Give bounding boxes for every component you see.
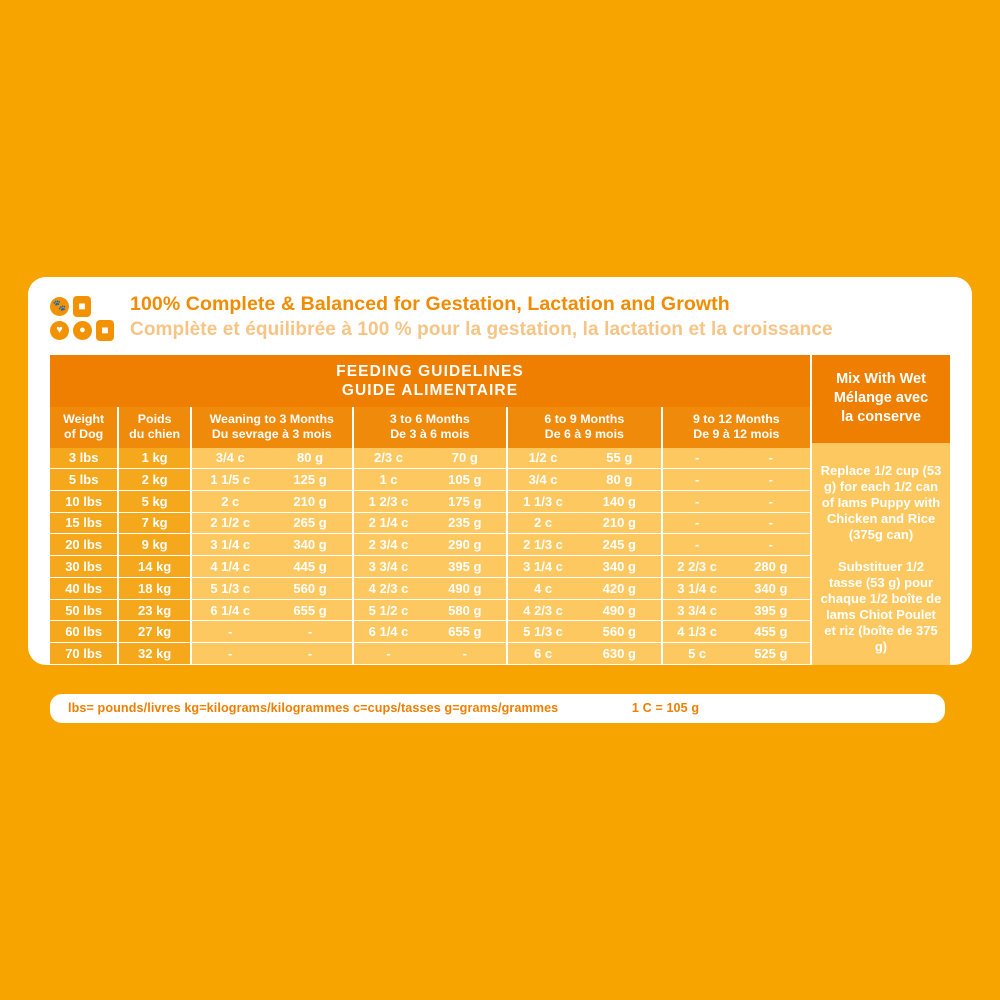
cell-cups-3to6: 1 2/3 c bbox=[353, 490, 424, 512]
cell-cups-weaning: 6 1/4 c bbox=[191, 599, 268, 621]
cell-cups-6to9: 3/4 c bbox=[507, 469, 578, 491]
cell-weight-kg: 5 kg bbox=[118, 490, 191, 512]
cell-cups-9to12: 5 c bbox=[662, 643, 732, 665]
cell-cups-3to6: 3 3/4 c bbox=[353, 556, 424, 578]
cell-cups-6to9: 5 1/3 c bbox=[507, 621, 578, 643]
cell-cups-weaning: 4 1/4 c bbox=[191, 556, 268, 578]
cell-weight-kg: 32 kg bbox=[118, 643, 191, 665]
cell-grams-9to12: 280 g bbox=[732, 556, 810, 578]
cell-weight-lbs: 10 lbs bbox=[50, 490, 118, 512]
table-title-en: FEEDING GUIDELINES bbox=[336, 362, 524, 380]
header-age-3 bbox=[507, 407, 662, 448]
cell-weight-kg: 14 kg bbox=[118, 556, 191, 578]
paw-icon: 🐾 bbox=[50, 297, 69, 316]
table-title-row bbox=[50, 355, 810, 407]
cell-grams-weaning: 210 g bbox=[268, 490, 352, 512]
cell-cups-9to12: 4 1/3 c bbox=[662, 621, 732, 643]
cell-grams-6to9: 420 g bbox=[578, 577, 662, 599]
cell-cups-9to12: 3 1/4 c bbox=[662, 577, 732, 599]
cell-cups-3to6: 2 3/4 c bbox=[353, 534, 424, 556]
cell-weight-lbs: 30 lbs bbox=[50, 556, 118, 578]
cell-grams-3to6: 290 g bbox=[423, 534, 507, 556]
cell-cups-6to9: 4 c bbox=[507, 577, 578, 599]
cell-grams-9to12: 340 g bbox=[732, 577, 810, 599]
cell-grams-weaning: 560 g bbox=[268, 577, 352, 599]
cell-cups-weaning: 2 c bbox=[191, 490, 268, 512]
cell-grams-3to6: 655 g bbox=[423, 621, 507, 643]
cell-cups-weaning: 3 1/4 c bbox=[191, 534, 268, 556]
cell-grams-6to9: 560 g bbox=[578, 621, 662, 643]
footnote-cup-equivalent: 1 C = 105 g bbox=[631, 701, 700, 715]
table-row bbox=[50, 577, 810, 599]
cell-cups-3to6: 2/3 c bbox=[353, 448, 424, 469]
cell-cups-6to9: 1 1/3 c bbox=[507, 490, 578, 512]
icon-row-bottom bbox=[50, 320, 124, 341]
cell-cups-9to12: 3 3/4 c bbox=[662, 599, 732, 621]
cell-cups-9to12: - bbox=[662, 534, 732, 556]
cell-cups-6to9: 6 c bbox=[507, 643, 578, 665]
cell-grams-6to9: 630 g bbox=[578, 643, 662, 665]
table-area bbox=[28, 355, 972, 665]
cell-weight-lbs: 50 lbs bbox=[50, 599, 118, 621]
cell-weight-kg: 9 kg bbox=[118, 534, 191, 556]
cell-weight-kg: 23 kg bbox=[118, 599, 191, 621]
cell-cups-6to9: 4 2/3 c bbox=[507, 599, 578, 621]
cell-weight-kg: 2 kg bbox=[118, 469, 191, 491]
cell-grams-3to6: 395 g bbox=[423, 556, 507, 578]
bowl-icon: ■ bbox=[73, 296, 91, 317]
cell-grams-weaning: 655 g bbox=[268, 599, 352, 621]
cell-grams-3to6: - bbox=[423, 643, 507, 665]
cell-weight-lbs: 70 lbs bbox=[50, 643, 118, 665]
header-title-en: 100% Complete & Balanced for Gestation, Lactation and Growth bbox=[130, 293, 730, 315]
header-age-2-en: 3 to 6 Months bbox=[389, 412, 470, 427]
mix-body-en: Replace 1/2 cup (53 g) for each 1/2 can of Iams Puppy with Chicken and Rice (375g can) bbox=[820, 463, 942, 542]
cell-cups-weaning: - bbox=[191, 621, 268, 643]
feeding-table bbox=[50, 355, 810, 665]
cell-cups-9to12: - bbox=[662, 512, 732, 534]
header-weight-en-l1: Weight bbox=[63, 412, 105, 427]
cell-cups-weaning: 3/4 c bbox=[191, 448, 268, 469]
cell-cups-3to6: 5 1/2 c bbox=[353, 599, 424, 621]
header-weight-fr bbox=[118, 407, 191, 448]
cell-grams-9to12: - bbox=[732, 469, 810, 491]
cell-cups-3to6: 6 1/4 c bbox=[353, 621, 424, 643]
cell-weight-lbs: 40 lbs bbox=[50, 577, 118, 599]
cell-grams-weaning: 265 g bbox=[268, 512, 352, 534]
table-row bbox=[50, 448, 810, 469]
cell-grams-weaning: - bbox=[268, 643, 352, 665]
cell-grams-9to12: 455 g bbox=[732, 621, 810, 643]
cell-grams-6to9: 55 g bbox=[578, 448, 662, 469]
cell-cups-6to9: 2 c bbox=[507, 512, 578, 534]
cell-cups-3to6: - bbox=[353, 643, 424, 665]
table-row bbox=[50, 512, 810, 534]
cell-grams-9to12: - bbox=[732, 490, 810, 512]
mix-title-l3: la conserve bbox=[841, 409, 921, 425]
table-row bbox=[50, 490, 810, 512]
cell-cups-3to6: 1 c bbox=[353, 469, 424, 491]
heart-icon: ♥ bbox=[50, 321, 69, 340]
cell-grams-9to12: - bbox=[732, 512, 810, 534]
mix-body bbox=[812, 443, 950, 665]
mix-title-l2: Mélange avec bbox=[833, 390, 929, 406]
cell-weight-lbs: 15 lbs bbox=[50, 512, 118, 534]
cell-cups-6to9: 1/2 c bbox=[507, 448, 578, 469]
cell-weight-lbs: 20 lbs bbox=[50, 534, 118, 556]
icon-row-top bbox=[50, 296, 124, 317]
cell-weight-kg: 7 kg bbox=[118, 512, 191, 534]
cell-cups-9to12: - bbox=[662, 448, 732, 469]
footnote-legend: lbs= pounds/livres kg=kilograms/kilogrammes c=cups/tasses g=grams/grammes bbox=[68, 701, 559, 715]
header-weight-en bbox=[50, 407, 118, 448]
cell-grams-3to6: 70 g bbox=[423, 448, 507, 469]
cell-grams-6to9: 245 g bbox=[578, 534, 662, 556]
header-age-4-fr: De 9 à 12 mois bbox=[693, 427, 780, 442]
cell-weight-kg: 18 kg bbox=[118, 577, 191, 599]
panel-header bbox=[28, 277, 972, 355]
header-age-1 bbox=[191, 407, 353, 448]
cell-grams-6to9: 340 g bbox=[578, 556, 662, 578]
header-age-2-fr: De 3 à 6 mois bbox=[390, 427, 470, 442]
cell-grams-weaning: 340 g bbox=[268, 534, 352, 556]
cell-weight-lbs: 60 lbs bbox=[50, 621, 118, 643]
cell-cups-9to12: - bbox=[662, 469, 732, 491]
cell-cups-weaning: - bbox=[191, 643, 268, 665]
bone-icon: ● bbox=[73, 321, 92, 340]
cell-grams-6to9: 490 g bbox=[578, 599, 662, 621]
header-age-3-en: 6 to 9 Months bbox=[544, 412, 625, 427]
cell-grams-weaning: 80 g bbox=[268, 448, 352, 469]
header-text-group bbox=[124, 291, 972, 343]
table-title-fr: GUIDE ALIMENTAIRE bbox=[341, 381, 519, 399]
feeding-guidelines-panel bbox=[28, 277, 972, 665]
table-row bbox=[50, 621, 810, 643]
cell-weight-lbs: 5 lbs bbox=[50, 469, 118, 491]
cell-cups-weaning: 1 1/5 c bbox=[191, 469, 268, 491]
cell-cups-weaning: 2 1/2 c bbox=[191, 512, 268, 534]
cell-grams-3to6: 580 g bbox=[423, 599, 507, 621]
table-body bbox=[50, 448, 810, 665]
table-title-cell bbox=[50, 355, 810, 407]
cell-grams-weaning: 445 g bbox=[268, 556, 352, 578]
cell-grams-9to12: 525 g bbox=[732, 643, 810, 665]
footnote-bar bbox=[50, 694, 945, 723]
header-weight-en-l2: of Dog bbox=[64, 427, 104, 442]
cell-weight-lbs: 3 lbs bbox=[50, 448, 118, 469]
header-age-4-en: 9 to 12 Months bbox=[692, 412, 780, 427]
cell-grams-6to9: 210 g bbox=[578, 512, 662, 534]
mix-title bbox=[812, 355, 950, 443]
cell-grams-9to12: 395 g bbox=[732, 599, 810, 621]
header-age-1-en: Weaning to 3 Months bbox=[209, 412, 334, 427]
cell-cups-9to12: - bbox=[662, 490, 732, 512]
cell-grams-6to9: 140 g bbox=[578, 490, 662, 512]
header-age-3-fr: De 6 à 9 mois bbox=[544, 427, 624, 442]
cell-grams-3to6: 235 g bbox=[423, 512, 507, 534]
header-age-1-fr: Du sevrage à 3 mois bbox=[211, 427, 332, 442]
mix-title-l1: Mix With Wet bbox=[836, 371, 926, 387]
cell-grams-weaning: - bbox=[268, 621, 352, 643]
cell-grams-6to9: 80 g bbox=[578, 469, 662, 491]
mix-body-fr: Substituer 1/2 tasse (53 g) pour chaque 1/2 boîte de Iams Chiot Poulet et riz (boîte de 375 g) bbox=[820, 559, 942, 654]
header-weight-fr-l2: du chien bbox=[129, 427, 181, 442]
header-icon-group bbox=[50, 294, 124, 341]
table-row bbox=[50, 556, 810, 578]
header-weight-fr-l1: Poids bbox=[137, 412, 172, 427]
header-age-2 bbox=[353, 407, 508, 448]
table-header-row bbox=[50, 407, 810, 448]
cup-icon: ■ bbox=[96, 320, 114, 341]
cell-grams-9to12: - bbox=[732, 534, 810, 556]
cell-cups-3to6: 2 1/4 c bbox=[353, 512, 424, 534]
table-row bbox=[50, 599, 810, 621]
cell-cups-6to9: 2 1/3 c bbox=[507, 534, 578, 556]
table-row bbox=[50, 469, 810, 491]
cell-cups-3to6: 4 2/3 c bbox=[353, 577, 424, 599]
cell-cups-weaning: 5 1/3 c bbox=[191, 577, 268, 599]
cell-grams-3to6: 490 g bbox=[423, 577, 507, 599]
table-row bbox=[50, 643, 810, 665]
cell-grams-3to6: 105 g bbox=[423, 469, 507, 491]
table-row bbox=[50, 534, 810, 556]
cell-weight-kg: 27 kg bbox=[118, 621, 191, 643]
header-title-fr: Complète et équilibrée à 100 % pour la gestation, la lactation et la croissance bbox=[130, 319, 833, 340]
cell-cups-6to9: 3 1/4 c bbox=[507, 556, 578, 578]
cell-grams-weaning: 125 g bbox=[268, 469, 352, 491]
mix-with-wet-column bbox=[812, 355, 950, 665]
cell-grams-9to12: - bbox=[732, 448, 810, 469]
cell-weight-kg: 1 kg bbox=[118, 448, 191, 469]
cell-cups-9to12: 2 2/3 c bbox=[662, 556, 732, 578]
header-age-4 bbox=[662, 407, 810, 448]
cell-grams-3to6: 175 g bbox=[423, 490, 507, 512]
